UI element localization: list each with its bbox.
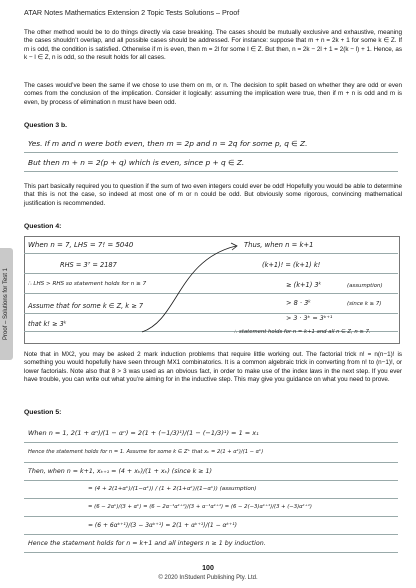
- page-number: 100: [202, 565, 214, 572]
- ruled-line: [24, 516, 398, 517]
- ruled-line: [24, 552, 398, 553]
- ruled-line: [24, 480, 398, 481]
- q4-left-line-4: Assume that for some k ∈ Z, k ≥ 7: [28, 302, 144, 310]
- q4-left-line-1: When n = 7, LHS = 7! = 5040: [28, 241, 134, 249]
- q4-explanation: Note that in MX2, you may be asked 2 mark induction problems that require little working out. The factorial trick n! = n(n−1)! is something you would hopefully have seen through MX1 combinatorics. It is a common algebraic trick in converting from n! to (n−1)!, or lower factorials. Note also that 8 > 3 was used as an obvious fact, in order to make use of the index laws in the next step. If you ever have trouble, you can write out what you’re aiming for in the inductive step. This may give you guidance on what you need to prove.: [24, 351, 402, 384]
- q3b-handwritten-line-2: But then m + n = 2(p + q) which is even, since p + q ∈ Z.: [28, 158, 245, 167]
- intro-paragraph-2: The cases would’ve been the same if we chose to use them on m, or n. The decision to split based on whether they are odd or even comes from the conclusion of the implication. Consider it logically: assuming the implication were true, then if m + n is odd and m is even, by process of elimination n must have been odd.: [24, 82, 402, 106]
- ruled-line: [24, 498, 398, 499]
- q4-right-line-2: (k+1)! = (k+1) k!: [262, 261, 321, 269]
- q5-line-4: = (4 + 2(1+αᵏ)/(1−αᵏ)) / (1 + 2(1+αᵏ)/(1−αᵏ)) (assumption): [88, 486, 257, 492]
- question-4-heading: Question 4:: [24, 223, 62, 230]
- q3b-explanation: This part basically required you to question if the sum of two even integers could ever be odd! Hopefully you would be able to determine that this is not the case, so indeed at most one of m or n could be odd. But obviously some rigorous, convincing mathematical justification is recommended.: [24, 183, 402, 207]
- q4-left-line-2: RHS = 3⁷ = 2187: [60, 261, 117, 269]
- q4-right-line-4: > 8 · 3ᵏ: [286, 299, 312, 307]
- q5-line-3: Then, when n = k+1, xₖ₊₁ = (4 + xₖ)/(1 + xₖ) (since k ≥ 1): [28, 468, 212, 475]
- question-5-heading: Question 5:: [24, 409, 62, 416]
- copyright-notice: © 2020 InStudent Publishing Pty. Ltd.: [158, 575, 258, 581]
- ruled-line: [24, 442, 398, 443]
- q4-right-line-3: ≥ (k+1) 3ᵏ: [286, 281, 322, 289]
- q5-line-7: Hence the statement holds for n = k+1 and all integers n ≥ 1 by induction.: [28, 540, 266, 547]
- q3b-handwritten-line-1: Yes. If m and n were both even, then m = 2p and n = 2q for some p, q ∈ Z.: [28, 139, 308, 148]
- intro-paragraph-1: The other method would be to do things directly via case breaking. The cases should be mutually exclusive and exhaustive, meaning the cases shouldn’t overlap, and all possible cases should be addressed. For instance: suppose that m + n = 2k + 1 for some k ∈ Z. If m is odd, the condition is satisfied. Otherwise if m is even, then m = 2l for some l ∈ Z. But then, n = 2k − 2l + 1 = 2(k − l) + 1. Hence, as k − l ∈ Z, n is odd, so the result holds for all cases.: [24, 29, 402, 62]
- q5-line-6: = (6 + 6αᵏ⁺¹)/(3 − 3αᵏ⁺¹) = 2(1 + αᵏ⁺¹)/(1 − αᵏ⁺¹): [88, 522, 237, 529]
- q4-left-line-3: ∴ LHS > RHS so statement holds for n ≥ 7: [28, 281, 147, 287]
- q5-line-5: = (6 − 2αᵏ)/(3 + αᵏ) = (6 − 2α⁻¹αᵏ⁺¹)/(3 + α⁻¹αᵏ⁺¹) = (6 − 2(−3)αᵏ⁺¹)/(3 + (−3)αᵏ⁺¹): [88, 504, 312, 510]
- ruled-line: [24, 462, 398, 463]
- q4-right-note-since: (since k ≥ 7): [347, 301, 382, 307]
- q5-line-2: Hence the statement holds for n = 1. Assume for some k ∈ Z⁺ that xₖ = 2(1 + αᵏ)/(1 − αᵏ): [28, 449, 264, 455]
- q4-right-line-1: Thus, when n = k+1: [244, 241, 314, 249]
- q4-left-line-5: that k! ≥ 3ᵏ: [28, 320, 67, 328]
- q4-right-conclusion: ∴ statement holds for n = k+1 and all n ∈ Z, n ≥ 7.: [234, 329, 371, 335]
- ruled-line: [24, 534, 398, 535]
- side-tab-label: Proof – Solutions for Test 1: [3, 268, 9, 340]
- page-header: ATAR Notes Mathematics Extension 2 Topic Tests Solutions – Proof: [24, 8, 240, 17]
- q4-right-note-assumption: (assumption): [347, 283, 383, 289]
- q4-right-line-5: > 3 · 3ᵏ = 3ᵏ⁺¹: [286, 314, 333, 322]
- q5-line-1: When n = 1, 2(1 + αⁿ)/(1 − αⁿ) = 2(1 + (−1/3)¹)/(1 − (−1/3)¹) = 1 = x₁: [28, 429, 259, 437]
- question-3b-heading: Question 3 b.: [24, 122, 68, 129]
